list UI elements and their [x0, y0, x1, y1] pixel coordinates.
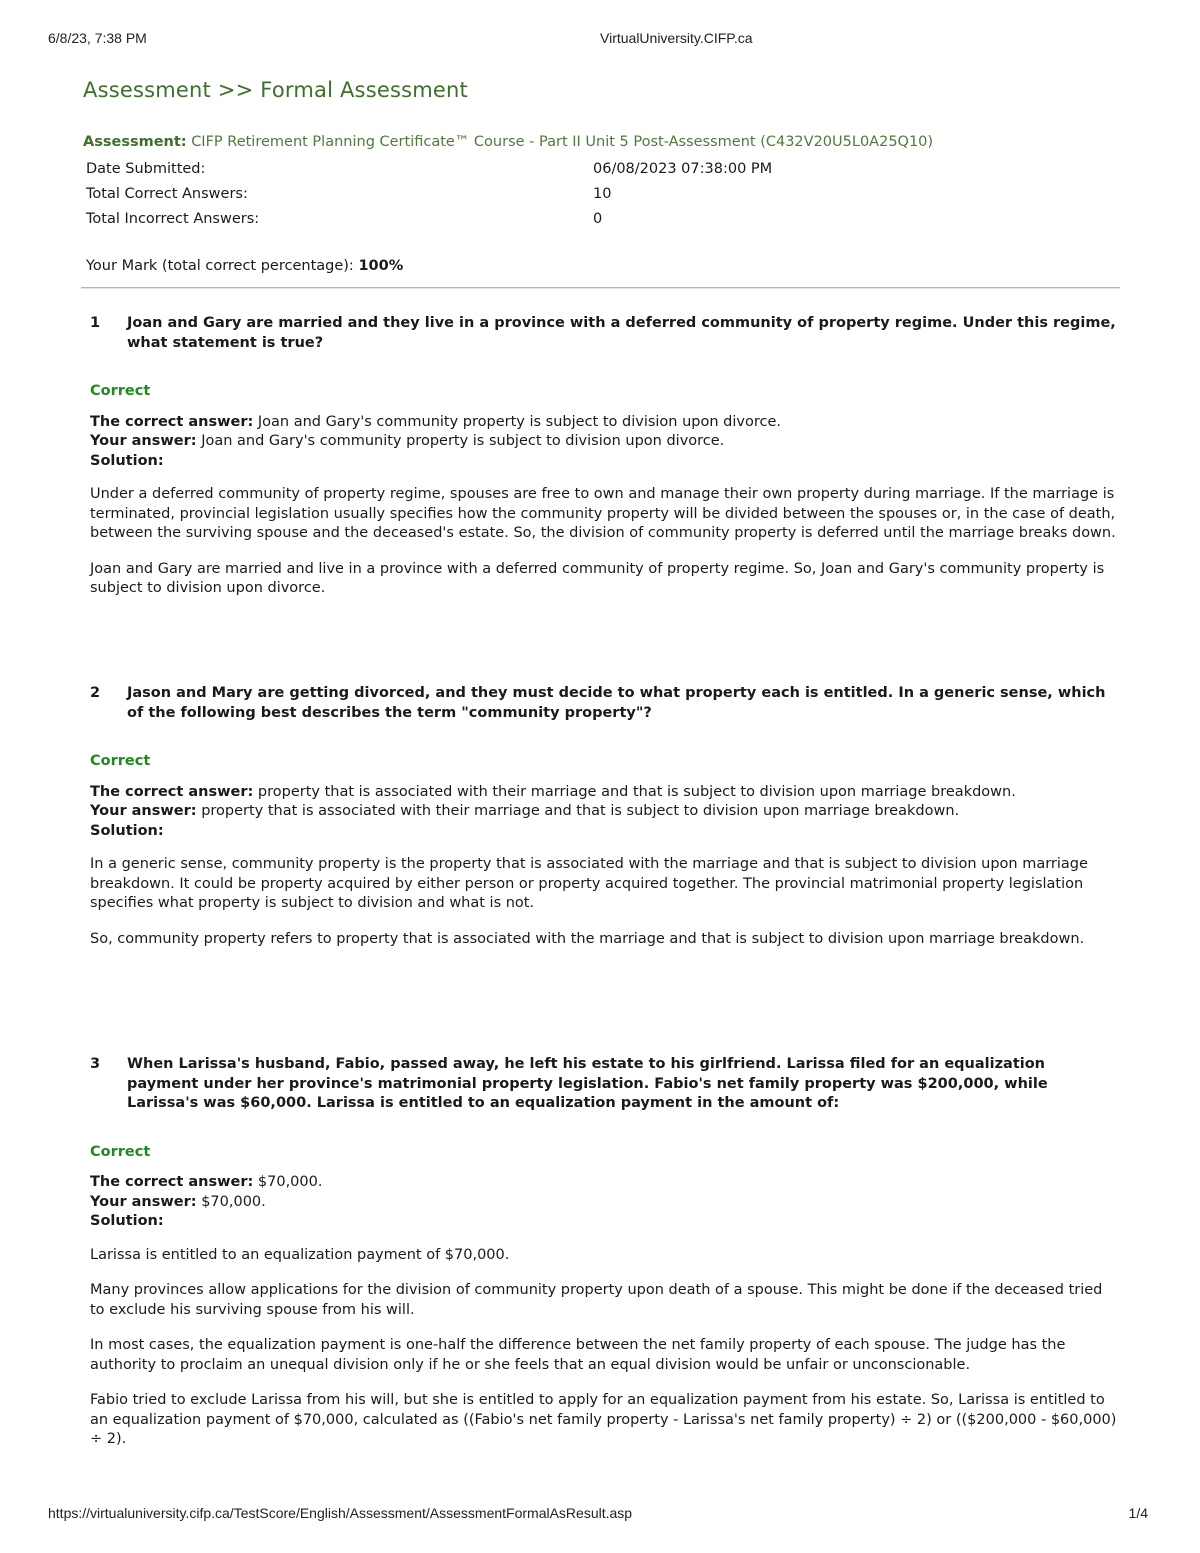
question-heading: [90, 1055, 1120, 1114]
your-answer-line: [90, 802, 1120, 822]
print-datetime: 6/8/23, 7:38 PM: [48, 30, 147, 46]
question-heading: [90, 684, 1120, 723]
correct-answer-label: The correct answer:: [90, 783, 254, 800]
assessment-label: Assessment:: [83, 134, 187, 150]
question-text: Jason and Mary are getting divorced, and they must decide to what property each is entitled. In a generic sense, which of the following best describes the term "community property"?: [127, 685, 1106, 721]
solution-paragraph: Under a deferred community of property regime, spouses are free to own and manage their own property during marriage. If the marriage is terminated, provincial legislation usually specifies how the community property will be divided between the spouses or, in the case of death, between the surviving spouse and the deceased's estate. So, the division of community property is deferred until the marriage breaks down.: [90, 486, 1116, 541]
question-text: Joan and Gary are married and they live in a province with a deferred community of property regime. Under this regime, what statement is true?: [127, 315, 1116, 351]
answer-block: [90, 1173, 1120, 1232]
question-heading: [90, 314, 1120, 353]
solution-label: Solution:: [90, 452, 164, 469]
solution-paragraph: So, community property refers to property that is associated with the marriage and that is subject to division upon marriage breakdown.: [90, 930, 1085, 947]
question-status: Correct: [90, 753, 151, 769]
assessment-name: CIFP Retirement Planning Certificate™ Course - Part II Unit 5 Post-Assessment (C432V20U5L0A25Q10): [191, 134, 934, 150]
your-mark-label: Your Mark (total correct percentage):: [86, 258, 354, 274]
correct-answer-label: The correct answer:: [90, 1174, 254, 1190]
answer-block: [90, 783, 1120, 842]
your-answer: $70,000.: [201, 1193, 266, 1210]
print-site-title: VirtualUniversity.CIFP.ca: [600, 30, 753, 46]
question-1: [90, 314, 1120, 615]
correct-answer: Joan and Gary's community property is subject to division upon divorce.: [257, 413, 781, 430]
solution-paragraph: Many provinces allow applications for the division of community property upon death of a spouse. This might be done if the deceased tried to exclude his surviving spouse from his will.: [90, 1282, 1103, 1318]
correct-answer: property that is associated with their marriage and that is subject to division upon marriage breakdown.: [257, 783, 1016, 800]
your-answer-line: [90, 432, 1120, 452]
question-status: Correct: [90, 1143, 151, 1160]
page-number: 1/4: [1128, 1505, 1148, 1521]
correct-answer: $70,000.: [257, 1174, 323, 1190]
answer-block: [90, 413, 1120, 472]
your-answer-label: Your answer:: [90, 1193, 197, 1210]
your-mark: [86, 258, 403, 274]
solution-text: [90, 1246, 1120, 1450]
correct-answer-line: [90, 783, 1120, 803]
summary-label: Total Incorrect Answers:: [86, 211, 260, 227]
solution-text: [90, 855, 1120, 949]
summary-value: 0: [593, 211, 603, 227]
question-number: 1: [90, 315, 101, 331]
question-2: [90, 684, 1120, 965]
your-answer: Joan and Gary's community property is subject to division upon divorce.: [201, 433, 725, 449]
solution-label: Solution:: [90, 1213, 164, 1229]
divider: [81, 287, 1120, 289]
print-footer: [48, 1505, 1152, 1525]
question-3: [90, 1055, 1120, 1466]
solution-text: [90, 485, 1120, 599]
your-answer-label: Your answer:: [90, 803, 197, 819]
question-status: Correct: [90, 383, 151, 399]
summary-value: 10: [593, 186, 612, 202]
summary-value: 06/08/2023 07:38:00 PM: [593, 161, 773, 177]
your-mark-value: 100%: [358, 258, 404, 274]
summary-label: Total Correct Answers:: [86, 186, 248, 202]
correct-answer-line: [90, 413, 1120, 433]
your-answer: property that is associated with their marriage and that is subject to division upon marriage breakdown.: [201, 803, 960, 819]
solution-paragraph: In a generic sense, community property is the property that is associated with the marriage and that is subject to division upon marriage breakdown. It could be property acquired by either person or property acquired together. The provincial matrimonial property legislation specifies what property is subject to division and what is not.: [90, 856, 1088, 911]
print-header: [48, 30, 1152, 50]
solution-paragraph: Fabio tried to exclude Larissa from his will, but she is entitled to apply for an equalization payment from his estate. So, Larissa is entitled to an equalization payment of $70,000, calculated as ((Fabio's net family property - Larissa's net family property) ÷ 2) or (($200,000 - $60,000) ÷ 2).: [90, 1392, 1117, 1447]
your-answer-label: Your answer:: [90, 433, 197, 449]
print-url: https://virtualuniversity.cifp.ca/TestScore/English/Assessment/AssessmentFormalAsResult.asp: [48, 1505, 633, 1521]
correct-answer-label: The correct answer:: [90, 413, 254, 430]
correct-answer-line: [90, 1173, 1120, 1193]
solution-paragraph: Larissa is entitled to an equalization payment of $70,000.: [90, 1246, 510, 1263]
page-title: Assessment >> Formal Assessment: [83, 78, 468, 102]
question-number: 3: [90, 1056, 101, 1072]
question-number: 2: [90, 685, 101, 701]
solution-paragraph: Joan and Gary are married and live in a province with a deferred community of property regime. So, Joan and Gary's community property is subject to division upon divorce.: [90, 560, 1105, 596]
solution-paragraph: In most cases, the equalization payment is one-half the difference between the net family property of each spouse. The judge has the authority to proclaim an unequal division only if he or she feels that an equal division would be unfair or unconscionable.: [90, 1337, 1066, 1373]
your-answer-line: [90, 1193, 1120, 1213]
solution-label: Solution:: [90, 822, 164, 839]
assessment-name-line: [83, 134, 933, 150]
summary-label: Date Submitted:: [86, 161, 206, 177]
question-text: When Larissa's husband, Fabio, passed away, he left his estate to his girlfriend. Larissa filed for an equalization payment under her province's matrimonial property legislation. Fabio's net family property was $200,000, while Larissa's was $60,000. Larissa is entitled to an equalization payment in the amount of:: [127, 1056, 1048, 1111]
